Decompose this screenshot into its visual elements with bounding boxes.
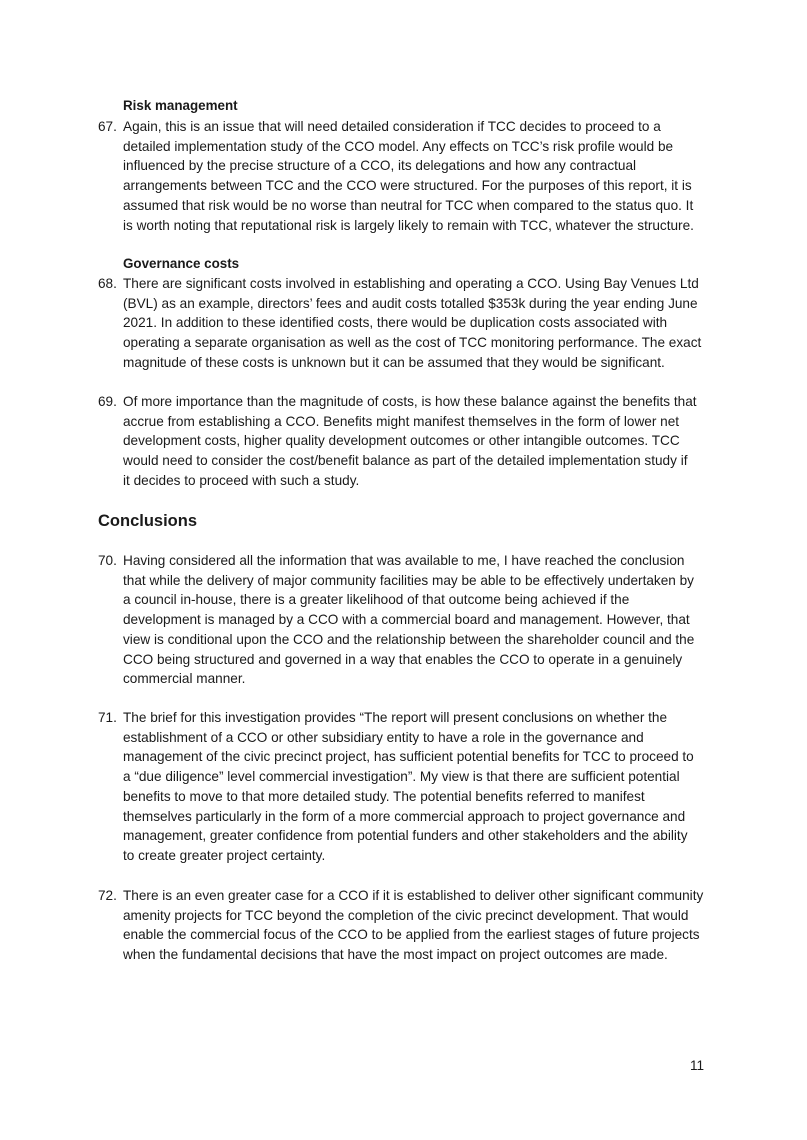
page-number: 11 bbox=[690, 1058, 705, 1073]
text-line: benefits to move to that more detailed study. The potential benefits referred to manifest bbox=[123, 788, 645, 804]
subheading-risk-management: Risk management bbox=[123, 98, 238, 113]
text-line: is worth noting that reputational risk is largely likely to remain with TCC, whatever the structure. bbox=[123, 217, 694, 233]
text-line: CCO being structured and governed in a way that enables the CCO to operate in a genuinely bbox=[123, 651, 683, 667]
text-line: would need to consider the cost/benefit balance as part of the detailed implementation study if bbox=[123, 453, 688, 469]
text-line: Having considered all the information that was available to me, I have reached the conclusion bbox=[123, 553, 685, 568]
text-line: commercial manner. bbox=[123, 671, 246, 687]
text-line: 2021. In addition to these identified costs, there would be duplication costs associated with bbox=[123, 315, 668, 331]
text-line: assumed that risk would be no worse than neutral for TCC when compared to the status quo. It bbox=[123, 197, 694, 213]
paragraph-72 bbox=[98, 886, 710, 965]
paragraph-text bbox=[123, 274, 710, 373]
paragraph-text bbox=[123, 392, 710, 491]
text-line: a council in-house, there is a greater likelihood of that outcome being achieved if the bbox=[123, 592, 630, 608]
text-line: development costs, higher quality development outcomes or other intangible outcomes. TCC bbox=[123, 433, 680, 449]
paragraph-number: 70. bbox=[98, 553, 117, 568]
paragraph-number: 69. bbox=[98, 394, 117, 409]
paragraph-number: 71. bbox=[98, 710, 117, 725]
text-line: a “due diligence” level commercial investigation”. My view is that there are sufficient potential bbox=[123, 769, 680, 785]
text-line: that while the delivery of major community facilities may be able to be effectively undertaken by bbox=[123, 572, 694, 588]
paragraph-text bbox=[123, 886, 710, 965]
text-line: management of the civic precinct project, has sufficient potential benefits for TCC to proceed to bbox=[123, 749, 694, 765]
paragraph-67 bbox=[98, 117, 710, 235]
subheading-governance-costs: Governance costs bbox=[123, 256, 240, 271]
paragraph-68 bbox=[98, 274, 710, 373]
text-line: Again, this is an issue that will need detailed consideration if TCC decides to proceed to a bbox=[123, 119, 661, 134]
text-line: it decides to proceed with such a study. bbox=[123, 472, 360, 488]
text-line: There are significant costs involved in establishing and operating a CCO. Using Bay Venues Ltd bbox=[123, 276, 699, 291]
paragraph-number: 67. bbox=[98, 119, 117, 134]
text-line: (BVL) as an example, directors’ fees and audit costs totalled $353k during the year ending June bbox=[123, 295, 698, 311]
text-line: The brief for this investigation provides “The report will present conclusions on whether the bbox=[123, 710, 668, 725]
text-line: when the fundamental decisions that have the most impact on project outcomes are made. bbox=[123, 947, 668, 963]
text-line: establishment of a CCO or other subsidiary entity to have a role in the governance and bbox=[123, 729, 644, 745]
paragraph-number: 72. bbox=[98, 888, 117, 903]
paragraph-71 bbox=[98, 708, 710, 866]
text-line: influenced by the precise structure of a CCO, its delegations and how any contractual bbox=[123, 158, 637, 174]
paragraph-69 bbox=[98, 392, 710, 491]
text-line: view is conditional upon the CCO and the relationship between the shareholder council and the bbox=[123, 631, 695, 647]
text-line: operating a separate organisation as well as the cost of TCC monitoring performance. The exact bbox=[123, 335, 702, 351]
paragraph-text bbox=[123, 708, 710, 866]
text-line: magnitude of these costs is unknown but it can be assumed that they would be significant. bbox=[123, 354, 665, 370]
text-line: Of more importance than the magnitude of costs, is how these balance against the benefits that bbox=[123, 394, 697, 409]
text-line: enable the commercial focus of the CCO to be applied from the earliest stages of future projects bbox=[123, 927, 700, 943]
text-line: detailed implementation study of the CCO model. Any effects on TCC’s risk profile would be bbox=[123, 138, 674, 154]
text-line: accrue from establishing a CCO. Benefits might manifest themselves in the form of lower net bbox=[123, 413, 680, 429]
text-line: to create greater project certainty. bbox=[123, 847, 326, 863]
text-line: themselves particularly in the form of a more commercial approach to project governance and bbox=[123, 808, 686, 824]
paragraph-text bbox=[123, 117, 710, 235]
paragraph-text bbox=[123, 551, 710, 689]
text-line: development is managed by a CCO with a commercial board and management. However, that bbox=[123, 612, 690, 628]
text-line: management, greater confidence from potential funders and other stakeholders and the ability bbox=[123, 828, 688, 844]
text-line: There is an even greater case for a CCO if it is established to deliver other significant community bbox=[123, 888, 704, 903]
text-line: arrangements between TCC and the CCO were structured. For the purposes of this report, it is bbox=[123, 178, 692, 194]
text-line: amenity projects for TCC beyond the completion of the civic precinct development. That would bbox=[123, 907, 689, 923]
section-heading-conclusions: Conclusions bbox=[98, 512, 198, 530]
paragraph-number: 68. bbox=[98, 276, 117, 291]
paragraph-70 bbox=[98, 551, 710, 689]
